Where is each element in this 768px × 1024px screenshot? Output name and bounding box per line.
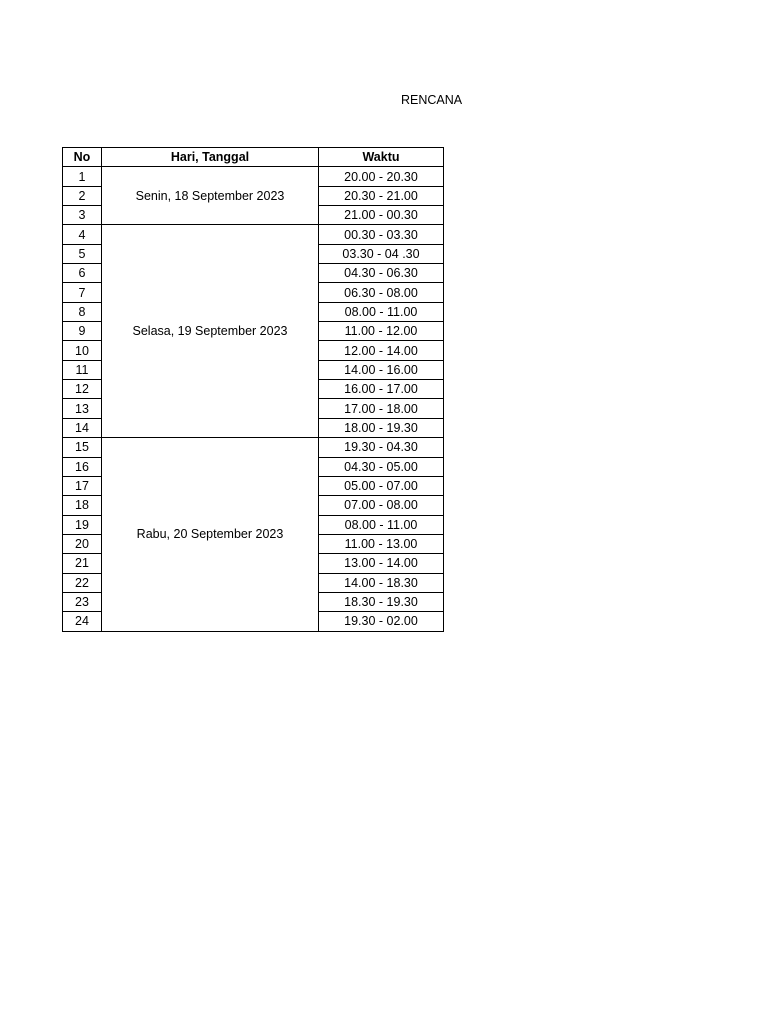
header-row	[63, 148, 444, 167]
title-area	[62, 90, 463, 110]
time-range-cell: 20.30 - 21.00	[319, 186, 444, 205]
time-range-cell: 00.30 - 03.30	[319, 225, 444, 244]
row-number: 17	[63, 476, 102, 495]
time-range-cell: 14.00 - 18.30	[319, 573, 444, 592]
row-number: 2	[63, 186, 102, 205]
row-number: 13	[63, 399, 102, 418]
time-range-cell: 08.00 - 11.00	[319, 515, 444, 534]
time-range-cell: 05.00 - 07.00	[319, 476, 444, 495]
row-number: 9	[63, 322, 102, 341]
time-range-cell: 08.00 - 11.00	[319, 302, 444, 321]
row-number: 21	[63, 554, 102, 573]
row-number: 12	[63, 380, 102, 399]
row-number: 3	[63, 206, 102, 225]
header-no: No	[63, 148, 102, 167]
table-row	[63, 167, 444, 186]
row-number: 7	[63, 283, 102, 302]
row-number: 18	[63, 496, 102, 515]
schedule-table	[62, 147, 444, 632]
time-range-cell: 06.30 - 08.00	[319, 283, 444, 302]
header-time: Waktu	[319, 148, 444, 167]
row-number: 6	[63, 264, 102, 283]
row-number: 14	[63, 418, 102, 437]
time-range-cell: 21.00 - 00.30	[319, 206, 444, 225]
row-number: 23	[63, 592, 102, 611]
time-range-cell: 19.30 - 02.00	[319, 612, 444, 631]
time-range-cell: 03.30 - 04 .30	[319, 244, 444, 263]
time-range-cell: 04.30 - 06.30	[319, 264, 444, 283]
row-number: 11	[63, 360, 102, 379]
time-range-cell: 11.00 - 13.00	[319, 534, 444, 553]
row-number: 20	[63, 534, 102, 553]
row-number: 5	[63, 244, 102, 263]
day-date-cell: Senin, 18 September 2023	[102, 167, 319, 225]
header-day: Hari, Tanggal	[102, 148, 319, 167]
table-row	[63, 225, 444, 244]
row-number: 15	[63, 438, 102, 457]
table-row	[63, 438, 444, 457]
time-range-cell: 13.00 - 14.00	[319, 554, 444, 573]
time-range-cell: 07.00 - 08.00	[319, 496, 444, 515]
row-number: 16	[63, 457, 102, 476]
time-range-cell: 11.00 - 12.00	[319, 322, 444, 341]
row-number: 19	[63, 515, 102, 534]
row-number: 22	[63, 573, 102, 592]
time-range-cell: 20.00 - 20.30	[319, 167, 444, 186]
time-range-cell: 18.00 - 19.30	[319, 418, 444, 437]
row-number: 4	[63, 225, 102, 244]
row-number: 24	[63, 612, 102, 631]
document-title: RENCANA	[401, 93, 463, 107]
day-date-cell: Selasa, 19 September 2023	[102, 225, 319, 438]
time-range-cell: 14.00 - 16.00	[319, 360, 444, 379]
day-date-cell: Rabu, 20 September 2023	[102, 438, 319, 631]
time-range-cell: 17.00 - 18.00	[319, 399, 444, 418]
schedule-body	[63, 167, 444, 631]
row-number: 10	[63, 341, 102, 360]
time-range-cell: 12.00 - 14.00	[319, 341, 444, 360]
time-range-cell: 18.30 - 19.30	[319, 592, 444, 611]
time-range-cell: 16.00 - 17.00	[319, 380, 444, 399]
row-number: 1	[63, 167, 102, 186]
row-number: 8	[63, 302, 102, 321]
time-range-cell: 04.30 - 05.00	[319, 457, 444, 476]
time-range-cell: 19.30 - 04.30	[319, 438, 444, 457]
